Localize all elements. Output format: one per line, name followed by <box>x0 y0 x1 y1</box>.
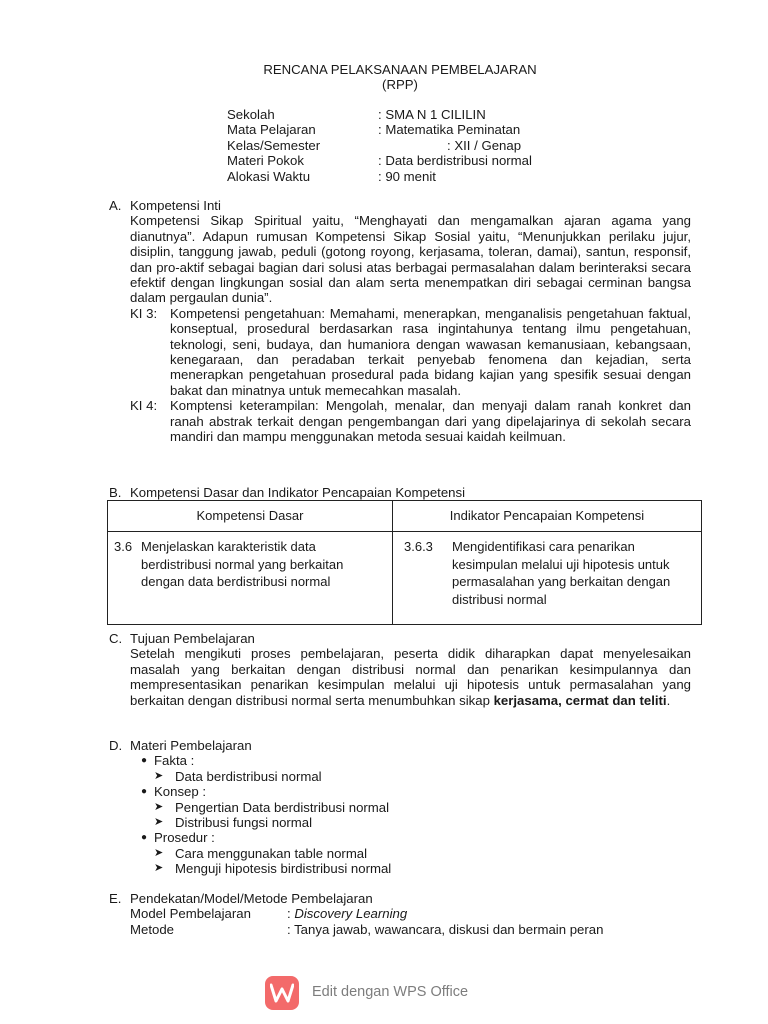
section-materi <box>109 738 691 877</box>
metode-label: Metode <box>130 921 174 937</box>
section-letter: D. <box>109 738 123 753</box>
info-label: Kelas/Semester <box>227 137 321 153</box>
section-heading <box>109 738 691 753</box>
model-label: Model Pembelajaran <box>130 906 251 922</box>
info-value: : Data berdistribusi normal <box>378 153 532 169</box>
info-label: Materi Pokok <box>227 153 304 169</box>
indikator-text: Mengidentifikasi cara penarikan kesimpulan melalui uji hipotesis untuk permasalahan yang berkaitan dengan distribusi normal <box>452 539 671 607</box>
section-letter: B. <box>109 485 122 500</box>
wps-edit-link[interactable]: Edit dengan WPS Office <box>312 984 469 1001</box>
document-subtitle: (RPP) <box>382 77 418 92</box>
info-value: : SMA N 1 CILILIN <box>378 107 486 122</box>
wps-edit-badge[interactable] <box>265 976 468 1010</box>
table-header-row <box>108 501 702 532</box>
list-item <box>133 800 691 815</box>
ki-text: Kompetensi pengetahuan: Memahami, menerapkan, menganalisis pengetahuan faktual, konseptual, prosedural berdasarkan rasa ingintahunya tentang ilmu pengetahuan, teknologi, seni, budaya, dan humaniora dengan wawasan kemanusiaan, kebangsaan, kenegaraan, dan peradaban terkait penyebab fenomena dan kejadian, serta menerapkan pengetahuan prosedural pada bidang kajian yang spesifik sesuai dengan bakat dan minatnya untuk memecahkan masalah. <box>170 305 691 398</box>
kd-text: Menjelaskan karakteristik data berdistribusi normal yang berkaitan dengan data berdistribusi normal <box>141 539 344 589</box>
indikator-cell <box>404 538 695 608</box>
ki-label: KI 4: <box>130 398 158 414</box>
section-title: Kompetensi Dasar dan Indikator Pencapaian Kompetensi <box>130 485 466 500</box>
table-header: Kompetensi Dasar <box>108 501 393 532</box>
section-kompetensi-inti <box>109 198 691 444</box>
list-item <box>133 861 691 876</box>
bullet-icon: ● <box>141 786 148 798</box>
metode-row <box>130 922 691 937</box>
arrow-bullet-icon: ➤ <box>154 815 164 828</box>
section-kompetensi-dasar <box>109 485 691 500</box>
tujuan-end: . <box>666 692 671 708</box>
list-item <box>133 830 691 845</box>
kd-cell <box>114 538 386 591</box>
tujuan-paragraph <box>130 646 691 708</box>
section-heading <box>109 891 691 906</box>
model-row <box>130 906 691 921</box>
item-text: Data berdistribusi normal <box>175 768 322 784</box>
info-label: Alokasi Waktu <box>227 168 311 184</box>
table-cell-indikator <box>393 532 702 625</box>
arrow-bullet-icon: ➤ <box>154 862 164 875</box>
section-title: Materi Pembelajaran <box>130 738 252 753</box>
section-pendekatan <box>109 891 691 937</box>
item-text: Distribusi fungsi normal <box>175 814 313 830</box>
section-title: Kompetensi Inti <box>130 198 221 213</box>
info-value: : Matematika Peminatan <box>378 122 521 138</box>
metode-value: : Tanya jawab, wawancara, diskusi dan bermain peran <box>287 921 604 937</box>
list-item <box>133 846 691 861</box>
section-heading <box>109 198 691 213</box>
group-label: Fakta : <box>154 753 195 769</box>
document-title: RENCANA PELAKSANAAN PEMBELAJARAN <box>263 62 537 77</box>
table-row <box>108 532 702 625</box>
ki-paragraph: Kompetensi Sikap Spiritual yaitu, “Menghayati dan mengamalkan ajaran agama yang dianutnya”. Adapun rumusan Kompetensi Sikap Sosial yaitu, “Menunjukkan perilaku jujur, disiplin, tanggung jawab, peduli (gotong royong, kerjasama, toleran, damai), santun, responsif, dan pro-aktif sebagai bagian dari solusi atas berbagai permasalahan dalam berinteraksi secara efektif dengan lingkungan sosial dan alam serta menempatkan diri sebagai cerminan bangsa dalam pergaulan dunia”. <box>130 213 691 306</box>
info-value: : XII / Genap <box>447 137 522 153</box>
kd-number: 3.6 <box>114 539 133 554</box>
section-letter: C. <box>109 631 123 646</box>
wps-logo-icon[interactable] <box>265 976 299 1010</box>
section-title: Pendekatan/Model/Metode Pembelajaran <box>130 891 373 906</box>
model-value <box>287 906 407 921</box>
info-value: : 90 menit <box>378 168 436 184</box>
section-title: Tujuan Pembelajaran <box>130 631 255 646</box>
list-item <box>133 769 691 784</box>
section-heading <box>109 631 691 646</box>
ki-3 <box>130 306 691 398</box>
group-label: Konsep : <box>154 784 207 800</box>
arrow-bullet-icon: ➤ <box>154 800 164 813</box>
ki-4 <box>130 398 691 444</box>
list-item <box>133 784 691 799</box>
table-header: Indikator Pencapaian Kompetensi <box>393 501 702 532</box>
section-letter: E. <box>109 891 122 906</box>
model-colon: : <box>287 906 295 922</box>
materi-list <box>133 753 691 876</box>
tujuan-bold-text: kerjasama, cermat dan teliti <box>493 692 667 708</box>
ki-label: KI 3: <box>130 305 158 321</box>
tujuan-text: Setelah mengikuti proses pembelajaran, peserta didik diharapkan dapat menyelesaikan masalah yang berkaitan dengan distribusi normal dan penarikan kesimpulannya dan mempresentasikan penarikan kesimpulan melalui uji hipotesis untuk permasalahan yang berkaitan dengan distribusi normal serta menumbuhkan sikap <box>130 646 691 708</box>
indikator-number: 3.6.3 <box>404 539 433 554</box>
item-text: Pengertian Data berdistribusi normal <box>175 799 390 815</box>
table-cell-kd <box>108 532 393 625</box>
section-tujuan <box>109 631 691 708</box>
model-name: Discovery Learning <box>294 906 408 922</box>
bullet-icon: ● <box>141 832 148 844</box>
kd-table <box>107 500 702 625</box>
section-letter: A. <box>109 198 122 213</box>
ki-text: Komptensi keterampilan: Mengolah, menalar, dan menyaji dalam ranah konkret dan ranah abstrak terkait dengan pengembangan dari yang dipelajarinya di sekolah secara mandiri dan mampu menggunakan metoda sesuai kaidah keilmuan. <box>170 398 691 445</box>
item-text: Cara menggunakan table normal <box>175 845 368 861</box>
arrow-bullet-icon: ➤ <box>154 846 164 859</box>
item-text: Menguji hipotesis birdistribusi normal <box>175 861 392 877</box>
arrow-bullet-icon: ➤ <box>154 769 164 782</box>
metode-block <box>130 906 691 937</box>
group-label: Prosedur : <box>154 830 215 846</box>
section-heading <box>109 485 691 500</box>
bullet-icon: ● <box>141 755 148 767</box>
list-item <box>133 753 691 768</box>
info-label: Sekolah <box>227 107 275 122</box>
list-item <box>133 815 691 830</box>
info-label: Mata Pelajaran <box>227 122 316 138</box>
